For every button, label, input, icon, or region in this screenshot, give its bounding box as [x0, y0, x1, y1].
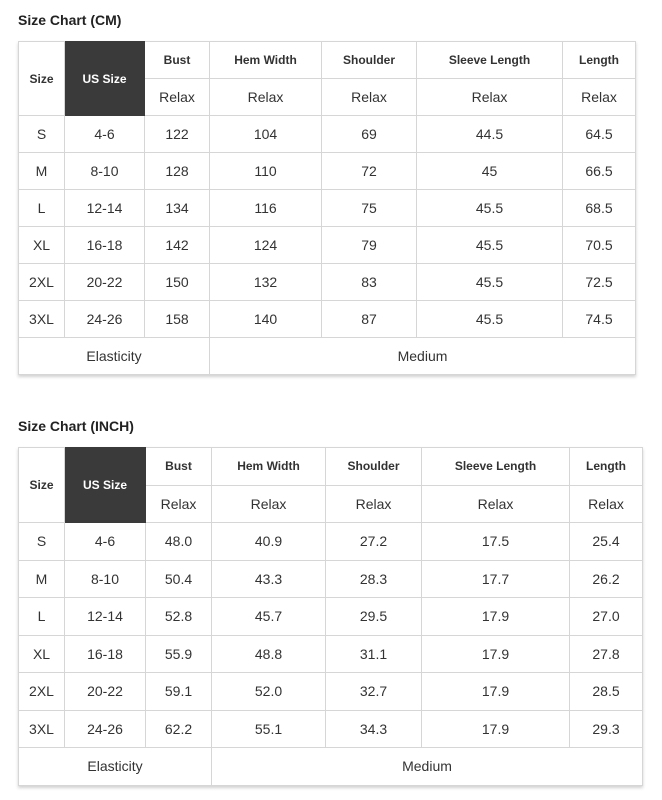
bust-cell: 62.2	[146, 710, 212, 748]
table-row	[19, 227, 636, 264]
sleeve-length-header: Sleeve Length	[422, 448, 570, 486]
size-chart-inch-table	[18, 447, 643, 786]
size-cell: 2XL	[19, 264, 65, 301]
length-header: Length	[563, 42, 636, 79]
sleeve-length-fit: Relax	[417, 79, 563, 116]
hem-width-cell: 140	[210, 301, 322, 338]
size-cell: L	[19, 598, 65, 636]
us-size-cell: 20-22	[65, 673, 146, 711]
length-header: Length	[570, 448, 643, 486]
bust-cell: 122	[145, 116, 210, 153]
elasticity-label: Elasticity	[19, 338, 210, 375]
sleeve-length-cell: 44.5	[417, 116, 563, 153]
bust-cell: 158	[145, 301, 210, 338]
sleeve-length-cell: 45.5	[417, 227, 563, 264]
footer-row	[19, 338, 636, 375]
table-row	[19, 301, 636, 338]
bust-fit: Relax	[146, 485, 212, 523]
size-cell: 2XL	[19, 673, 65, 711]
hem-width-cell: 104	[210, 116, 322, 153]
length-fit: Relax	[570, 485, 643, 523]
length-cell: 68.5	[563, 190, 636, 227]
table-row	[19, 710, 643, 748]
table-row	[19, 560, 643, 598]
us-size-cell: 16-18	[65, 227, 145, 264]
us-size-cell: 4-6	[65, 523, 146, 561]
hem-width-cell: 48.8	[212, 635, 326, 673]
shoulder-cell: 79	[322, 227, 417, 264]
hem-width-cell: 124	[210, 227, 322, 264]
table-row	[19, 523, 643, 561]
bust-header: Bust	[145, 42, 210, 79]
size-cell: 3XL	[19, 301, 65, 338]
size-cell: S	[19, 116, 65, 153]
shoulder-cell: 69	[322, 116, 417, 153]
length-fit: Relax	[563, 79, 636, 116]
sleeve-length-cell: 45.5	[417, 301, 563, 338]
length-cell: 70.5	[563, 227, 636, 264]
size-header: Size	[19, 448, 65, 523]
shoulder-cell: 32.7	[326, 673, 422, 711]
size-cell: S	[19, 523, 65, 561]
sleeve-length-cell: 17.9	[422, 673, 570, 711]
elasticity-label: Elasticity	[19, 748, 212, 786]
hem-width-header: Hem Width	[212, 448, 326, 486]
table-row	[19, 598, 643, 636]
sleeve-length-cell: 17.9	[422, 598, 570, 636]
elasticity-value: Medium	[212, 748, 643, 786]
shoulder-cell: 34.3	[326, 710, 422, 748]
shoulder-cell: 75	[322, 190, 417, 227]
bust-cell: 52.8	[146, 598, 212, 636]
hem-width-cell: 55.1	[212, 710, 326, 748]
table-row	[19, 673, 643, 711]
sleeve-length-cell: 17.9	[422, 710, 570, 748]
us-size-header: US Size	[65, 448, 146, 523]
sleeve-length-cell: 17.9	[422, 635, 570, 673]
hem-width-cell: 110	[210, 153, 322, 190]
shoulder-cell: 31.1	[326, 635, 422, 673]
size-cell: XL	[19, 227, 65, 264]
size-chart-cm-title: Size Chart (CM)	[18, 12, 122, 28]
length-cell: 26.2	[570, 560, 643, 598]
sleeve-length-cell: 17.5	[422, 523, 570, 561]
us-size-cell: 20-22	[65, 264, 145, 301]
sleeve-length-fit: Relax	[422, 485, 570, 523]
us-size-cell: 16-18	[65, 635, 146, 673]
length-cell: 74.5	[563, 301, 636, 338]
table-row	[19, 190, 636, 227]
sleeve-length-header: Sleeve Length	[417, 42, 563, 79]
us-size-cell: 12-14	[65, 190, 145, 227]
hem-width-cell: 43.3	[212, 560, 326, 598]
size-header: Size	[19, 42, 65, 116]
shoulder-header: Shoulder	[326, 448, 422, 486]
hem-width-fit: Relax	[212, 485, 326, 523]
us-size-cell: 12-14	[65, 598, 146, 636]
size-cell: L	[19, 190, 65, 227]
size-chart-cm-table	[18, 41, 636, 375]
shoulder-cell: 28.3	[326, 560, 422, 598]
sleeve-length-cell: 17.7	[422, 560, 570, 598]
footer-row	[19, 748, 643, 786]
us-size-cell: 24-26	[65, 710, 146, 748]
length-cell: 64.5	[563, 116, 636, 153]
header-row	[19, 448, 643, 486]
bust-cell: 134	[145, 190, 210, 227]
length-cell: 72.5	[563, 264, 636, 301]
us-size-cell: 4-6	[65, 116, 145, 153]
bust-cell: 142	[145, 227, 210, 264]
table-row	[19, 153, 636, 190]
shoulder-fit: Relax	[326, 485, 422, 523]
shoulder-cell: 83	[322, 264, 417, 301]
length-cell: 28.5	[570, 673, 643, 711]
hem-width-cell: 52.0	[212, 673, 326, 711]
hem-width-header: Hem Width	[210, 42, 322, 79]
sleeve-length-cell: 45	[417, 153, 563, 190]
shoulder-cell: 27.2	[326, 523, 422, 561]
us-size-cell: 8-10	[65, 560, 146, 598]
shoulder-cell: 72	[322, 153, 417, 190]
bust-cell: 59.1	[146, 673, 212, 711]
us-size-cell: 24-26	[65, 301, 145, 338]
size-cell: M	[19, 560, 65, 598]
size-cell: 3XL	[19, 710, 65, 748]
size-cell: XL	[19, 635, 65, 673]
header-row	[19, 42, 636, 79]
size-cell: M	[19, 153, 65, 190]
hem-width-cell: 45.7	[212, 598, 326, 636]
bust-cell: 55.9	[146, 635, 212, 673]
table-row	[19, 116, 636, 153]
bust-fit: Relax	[145, 79, 210, 116]
shoulder-header: Shoulder	[322, 42, 417, 79]
table-row	[19, 264, 636, 301]
size-chart-inch-title: Size Chart (INCH)	[18, 418, 134, 434]
shoulder-fit: Relax	[322, 79, 417, 116]
shoulder-cell: 29.5	[326, 598, 422, 636]
hem-width-cell: 132	[210, 264, 322, 301]
length-cell: 25.4	[570, 523, 643, 561]
sleeve-length-cell: 45.5	[417, 264, 563, 301]
sleeve-length-cell: 45.5	[417, 190, 563, 227]
hem-width-cell: 116	[210, 190, 322, 227]
length-cell: 29.3	[570, 710, 643, 748]
bust-cell: 128	[145, 153, 210, 190]
elasticity-value: Medium	[210, 338, 636, 375]
bust-cell: 50.4	[146, 560, 212, 598]
shoulder-cell: 87	[322, 301, 417, 338]
bust-cell: 48.0	[146, 523, 212, 561]
hem-width-cell: 40.9	[212, 523, 326, 561]
us-size-cell: 8-10	[65, 153, 145, 190]
length-cell: 27.8	[570, 635, 643, 673]
bust-cell: 150	[145, 264, 210, 301]
hem-width-fit: Relax	[210, 79, 322, 116]
length-cell: 27.0	[570, 598, 643, 636]
table-row	[19, 635, 643, 673]
length-cell: 66.5	[563, 153, 636, 190]
us-size-header: US Size	[65, 42, 145, 116]
bust-header: Bust	[146, 448, 212, 486]
